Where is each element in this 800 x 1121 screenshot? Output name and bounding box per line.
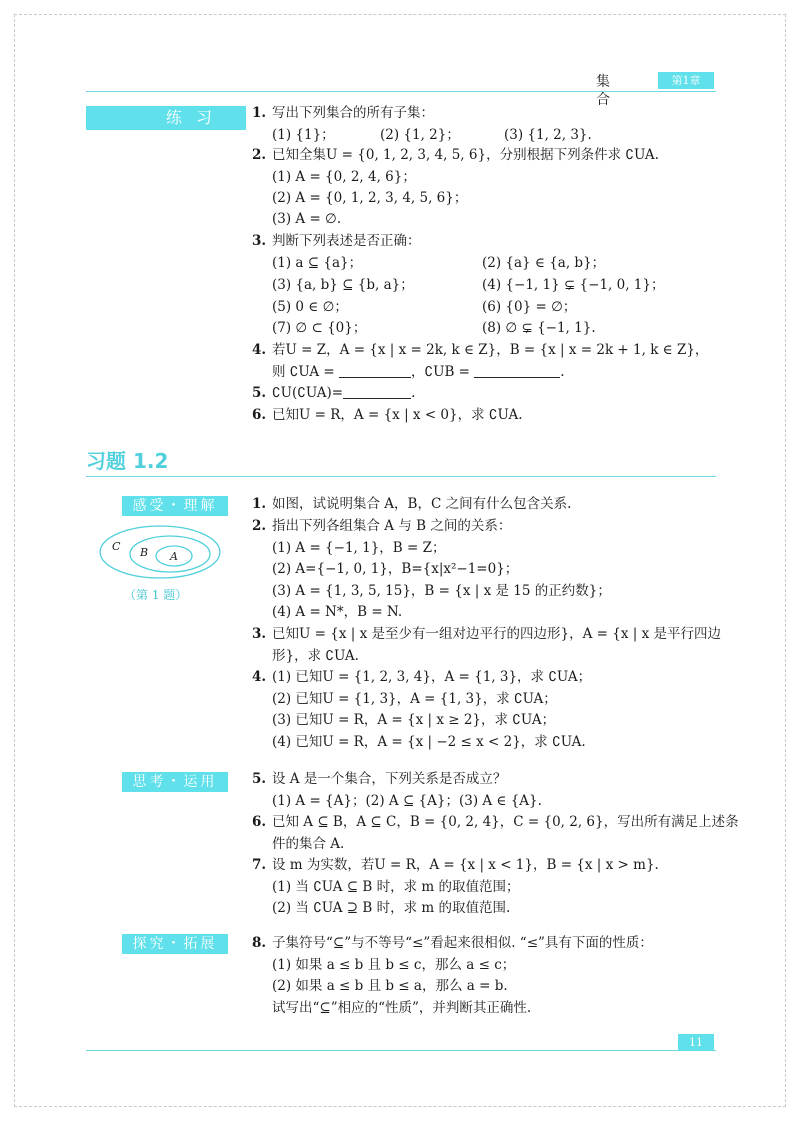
problem-text: 已知U = R，A = {x | x < 0}，求 ∁UA. — [272, 407, 523, 423]
footer-rule — [86, 1050, 716, 1051]
figure-caption: （第 1 题） — [124, 588, 188, 602]
option-text: (2) A = {0, 1, 2, 3, 4, 5, 6}； — [272, 190, 468, 206]
option-text: (4) 已知U = R，A = {x | −2 ≤ x < 2}，求 ∁UA. — [272, 734, 586, 750]
practice-label: 练习 — [86, 106, 246, 130]
section-rule — [86, 476, 716, 477]
problem-number: 1. — [252, 105, 267, 121]
fill-prompt: ∁U(∁UA)= — [272, 385, 344, 401]
section-title: 习题 1.2 — [86, 449, 169, 473]
label-c: C — [112, 540, 121, 553]
option-text: (2) 如果 a ≤ b 且 b ≤ a，那么 a = b. — [272, 978, 508, 994]
answer-blank[interactable] — [339, 363, 411, 378]
label-a: A — [170, 550, 178, 563]
problem-number: 5. — [252, 771, 267, 787]
problem-number: 3. — [252, 626, 267, 642]
option-text: (3) {a, b} ⊆ {b, a}； — [272, 277, 414, 293]
problem-text: 如图，试说明集合 A，B，C 之间有什么包含关系. — [272, 496, 572, 512]
chapter-badge: 第1章 — [658, 72, 714, 89]
answer-blank[interactable] — [474, 363, 560, 378]
problem-text: 已知 A ⊆ B，A ⊆ C，B = {0, 2, 4}，C = {0, 2, 6}，写出所有满足上述条 — [272, 814, 739, 830]
fill-prompt: . — [411, 385, 416, 401]
option-text: (2) 当 ∁UA ⊇ B 时，求 m 的取值范围. — [272, 900, 511, 916]
problem-number: 1. — [252, 496, 267, 512]
fill-prompt: ，∁UB = — [411, 364, 475, 380]
category-label: 思考・运用 — [122, 772, 228, 792]
header-rule — [86, 91, 716, 92]
category-label: 探究・拓展 — [122, 934, 228, 954]
problem-number: 5. — [252, 385, 267, 401]
option-text: (2) {a} ∈ {a, b}； — [482, 255, 606, 271]
option-text: (4) A = N*，B = N. — [272, 604, 403, 620]
problem-text: 判断下列表述是否正确： — [272, 233, 421, 249]
option-text: (1) A = {−1, 1}，B = Z； — [272, 540, 446, 556]
problem-number: 3. — [252, 233, 267, 249]
option-text: (1) A = {A}；(2) A ⊆ {A}；(3) A ∈ {A}. — [272, 793, 542, 809]
option-text: (4) {−1, 1} ⊊ {−1, 0, 1}； — [482, 277, 665, 293]
problem-text: 已知U = {x | x 是至少有一组对边平行的四边形}，A = {x | x 是平行四边 — [272, 626, 721, 642]
fill-prompt: 则 ∁UA = — [272, 364, 339, 380]
problem-text — [272, 384, 415, 402]
problem-number: 2. — [252, 147, 267, 163]
option-text: (2) 已知U = {1, 3}，A = {1, 3}，求 ∁UA； — [272, 691, 557, 707]
problem-text: 子集符号“⊆”与不等号“≤”看起来很相似. “≤”具有下面的性质： — [272, 935, 653, 951]
problem-text: 设 m 为实数，若U = R，A = {x | x < 1}，B = {x | x > m}. — [272, 857, 659, 873]
problem-text: 若U = Z，A = {x | x = 2k, k ∈ Z}，B = {x | x = 2k + 1, k ∈ Z}， — [272, 342, 709, 358]
category-label: 感受・理解 — [122, 496, 228, 516]
option-text: (3) A = ∅. — [272, 211, 342, 227]
problem-text: 试写出“⊆”相应的“性质”，并判断其正确性. — [272, 1000, 532, 1016]
problem-text: 件的集合 A. — [272, 836, 345, 852]
option-text: (3) 已知U = R，A = {x | x ≥ 2}，求 ∁UA； — [272, 712, 556, 728]
option-text: (2) A={−1, 0, 1}，B={x|x²−1=0}； — [272, 561, 519, 577]
option-text: (1) 已知U = {1, 2, 3, 4}，A = {1, 3}，求 ∁UA； — [272, 669, 592, 685]
label-b: B — [140, 546, 149, 559]
problem-text: 指出下列各组集合 A 与 B 之间的关系： — [272, 518, 512, 534]
option-text: (6) {0} = ∅； — [482, 299, 577, 315]
problem-number: 6. — [252, 814, 267, 830]
option-text: (1) 如果 a ≤ b 且 b ≤ c，那么 a ≤ c； — [272, 957, 516, 973]
fill-prompt: . — [560, 364, 565, 380]
set-inclusion-diagram — [98, 522, 228, 582]
option-text: (2) {1, 2}； — [380, 127, 460, 143]
option-text: (7) ∅ ⊂ {0}； — [272, 320, 367, 336]
chapter-title: 集合 — [596, 74, 628, 108]
option-text: (5) 0 ∈ ∅； — [272, 299, 348, 315]
answer-blank[interactable] — [343, 384, 411, 399]
problem-text: 写出下列集合的所有子集： — [272, 105, 434, 121]
problem-text — [272, 363, 565, 381]
option-text: (1) A = {0, 2, 4, 6}； — [272, 169, 416, 185]
option-text: (3) {1, 2, 3}. — [504, 127, 592, 143]
problem-number: 4. — [252, 342, 267, 358]
option-text: (1) {1}； — [272, 127, 335, 143]
page-number: 11 — [678, 1034, 714, 1051]
option-text: (3) A = {1, 3, 5, 15}，B = {x | x 是 15 的正约数}； — [272, 583, 611, 599]
problem-text: 形}，求 ∁UA. — [272, 648, 359, 664]
problem-number: 6. — [252, 407, 267, 423]
problem-text: 已知全集U = {0, 1, 2, 3, 4, 5, 6}，分别根据下列条件求 ∁UA. — [272, 147, 659, 163]
problem-number: 2. — [252, 518, 267, 534]
option-text: (8) ∅ ⊊ {−1, 1}. — [482, 320, 596, 336]
problem-text: 设 A 是一个集合，下列关系是否成立？ — [272, 771, 507, 787]
option-text: (1) 当 ∁UA ⊆ B 时，求 m 的取值范围； — [272, 879, 520, 895]
option-text: (1) a ⊆ {a}； — [272, 255, 363, 271]
problem-number: 4. — [252, 669, 267, 685]
problem-number: 8. — [252, 935, 267, 951]
problem-number: 7. — [252, 857, 267, 873]
